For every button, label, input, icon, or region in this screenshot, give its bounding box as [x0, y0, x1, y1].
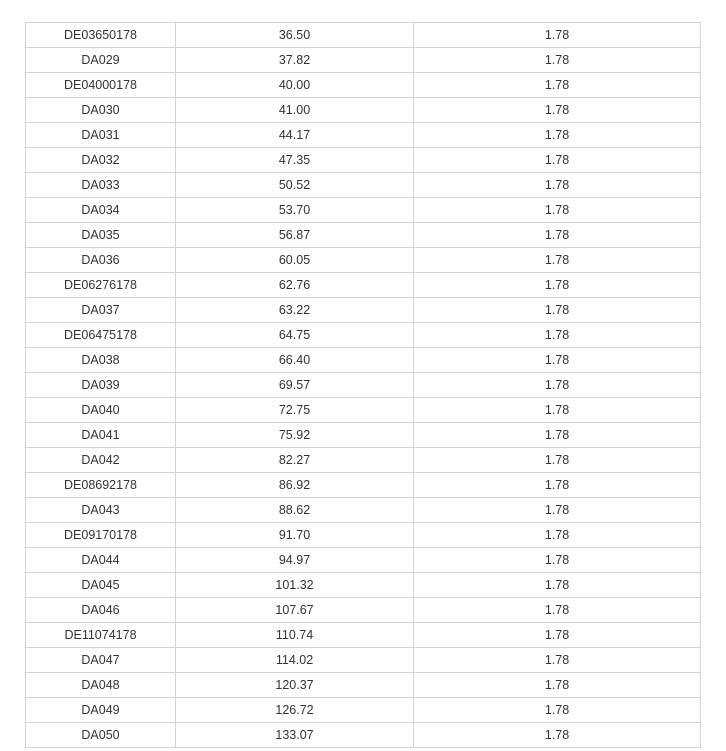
- rate-cell: 1.78: [414, 323, 701, 348]
- table-row: [26, 573, 701, 598]
- table-row: [26, 23, 701, 48]
- rate-cell: 1.78: [414, 148, 701, 173]
- table-row: [26, 348, 701, 373]
- rate-cell: 1.78: [414, 423, 701, 448]
- value-cell: 47.35: [176, 148, 414, 173]
- table-body: [26, 23, 701, 748]
- value-cell: 56.87: [176, 223, 414, 248]
- value-cell: 53.70: [176, 198, 414, 223]
- rate-cell: 1.78: [414, 648, 701, 673]
- part-code-cell: DA036: [26, 248, 176, 273]
- data-table: [25, 22, 701, 748]
- table-row: [26, 148, 701, 173]
- rate-cell: 1.78: [414, 198, 701, 223]
- table-row: [26, 73, 701, 98]
- rate-cell: 1.78: [414, 223, 701, 248]
- value-cell: 72.75: [176, 398, 414, 423]
- part-code-cell: DA032: [26, 148, 176, 173]
- part-code-cell: DE06475178: [26, 323, 176, 348]
- part-code-cell: DA044: [26, 548, 176, 573]
- value-cell: 69.57: [176, 373, 414, 398]
- part-code-cell: DA041: [26, 423, 176, 448]
- value-cell: 133.07: [176, 723, 414, 748]
- value-cell: 86.92: [176, 473, 414, 498]
- value-cell: 50.52: [176, 173, 414, 198]
- table-row: [26, 648, 701, 673]
- part-code-cell: DA042: [26, 448, 176, 473]
- table-row: [26, 48, 701, 73]
- part-code-cell: DA049: [26, 698, 176, 723]
- part-code-cell: DA029: [26, 48, 176, 73]
- rate-cell: 1.78: [414, 723, 701, 748]
- part-code-cell: DA034: [26, 198, 176, 223]
- rate-cell: 1.78: [414, 573, 701, 598]
- value-cell: 107.67: [176, 598, 414, 623]
- rate-cell: 1.78: [414, 173, 701, 198]
- rate-cell: 1.78: [414, 448, 701, 473]
- rate-cell: 1.78: [414, 373, 701, 398]
- rate-cell: 1.78: [414, 498, 701, 523]
- part-code-cell: DE08692178: [26, 473, 176, 498]
- table-row: [26, 698, 701, 723]
- table-row: [26, 273, 701, 298]
- rate-cell: 1.78: [414, 598, 701, 623]
- table-row: [26, 373, 701, 398]
- part-code-cell: DA031: [26, 123, 176, 148]
- part-code-cell: DA035: [26, 223, 176, 248]
- table-row: [26, 598, 701, 623]
- rate-cell: 1.78: [414, 273, 701, 298]
- part-code-cell: DA047: [26, 648, 176, 673]
- value-cell: 114.02: [176, 648, 414, 673]
- value-cell: 40.00: [176, 73, 414, 98]
- rate-cell: 1.78: [414, 623, 701, 648]
- value-cell: 88.62: [176, 498, 414, 523]
- part-code-cell: DA033: [26, 173, 176, 198]
- table-row: [26, 398, 701, 423]
- part-code-cell: DA050: [26, 723, 176, 748]
- part-code-cell: DA045: [26, 573, 176, 598]
- rate-cell: 1.78: [414, 73, 701, 98]
- table-row: [26, 473, 701, 498]
- data-table-container: [25, 22, 700, 748]
- part-code-cell: DE11074178: [26, 623, 176, 648]
- value-cell: 41.00: [176, 98, 414, 123]
- value-cell: 63.22: [176, 298, 414, 323]
- rate-cell: 1.78: [414, 548, 701, 573]
- part-code-cell: DE03650178: [26, 23, 176, 48]
- value-cell: 126.72: [176, 698, 414, 723]
- value-cell: 36.50: [176, 23, 414, 48]
- value-cell: 62.76: [176, 273, 414, 298]
- table-row: [26, 123, 701, 148]
- table-row: [26, 498, 701, 523]
- value-cell: 91.70: [176, 523, 414, 548]
- part-code-cell: DE09170178: [26, 523, 176, 548]
- rate-cell: 1.78: [414, 348, 701, 373]
- value-cell: 75.92: [176, 423, 414, 448]
- value-cell: 64.75: [176, 323, 414, 348]
- value-cell: 120.37: [176, 673, 414, 698]
- rate-cell: 1.78: [414, 698, 701, 723]
- part-code-cell: DA039: [26, 373, 176, 398]
- value-cell: 82.27: [176, 448, 414, 473]
- table-row: [26, 623, 701, 648]
- part-code-cell: DE06276178: [26, 273, 176, 298]
- table-row: [26, 198, 701, 223]
- part-code-cell: DA040: [26, 398, 176, 423]
- value-cell: 37.82: [176, 48, 414, 73]
- table-row: [26, 248, 701, 273]
- value-cell: 110.74: [176, 623, 414, 648]
- table-row: [26, 723, 701, 748]
- rate-cell: 1.78: [414, 523, 701, 548]
- rate-cell: 1.78: [414, 23, 701, 48]
- rate-cell: 1.78: [414, 123, 701, 148]
- table-row: [26, 323, 701, 348]
- value-cell: 94.97: [176, 548, 414, 573]
- table-row: [26, 223, 701, 248]
- value-cell: 44.17: [176, 123, 414, 148]
- table-row: [26, 423, 701, 448]
- value-cell: 60.05: [176, 248, 414, 273]
- part-code-cell: DA030: [26, 98, 176, 123]
- rate-cell: 1.78: [414, 473, 701, 498]
- part-code-cell: DA037: [26, 298, 176, 323]
- part-code-cell: DA038: [26, 348, 176, 373]
- part-code-cell: DA046: [26, 598, 176, 623]
- rate-cell: 1.78: [414, 248, 701, 273]
- table-row: [26, 173, 701, 198]
- part-code-cell: DE04000178: [26, 73, 176, 98]
- rate-cell: 1.78: [414, 673, 701, 698]
- part-code-cell: DA048: [26, 673, 176, 698]
- table-row: [26, 548, 701, 573]
- value-cell: 66.40: [176, 348, 414, 373]
- table-row: [26, 448, 701, 473]
- rate-cell: 1.78: [414, 398, 701, 423]
- table-row: [26, 673, 701, 698]
- rate-cell: 1.78: [414, 98, 701, 123]
- rate-cell: 1.78: [414, 48, 701, 73]
- table-row: [26, 298, 701, 323]
- table-row: [26, 523, 701, 548]
- value-cell: 101.32: [176, 573, 414, 598]
- rate-cell: 1.78: [414, 298, 701, 323]
- part-code-cell: DA043: [26, 498, 176, 523]
- table-row: [26, 98, 701, 123]
